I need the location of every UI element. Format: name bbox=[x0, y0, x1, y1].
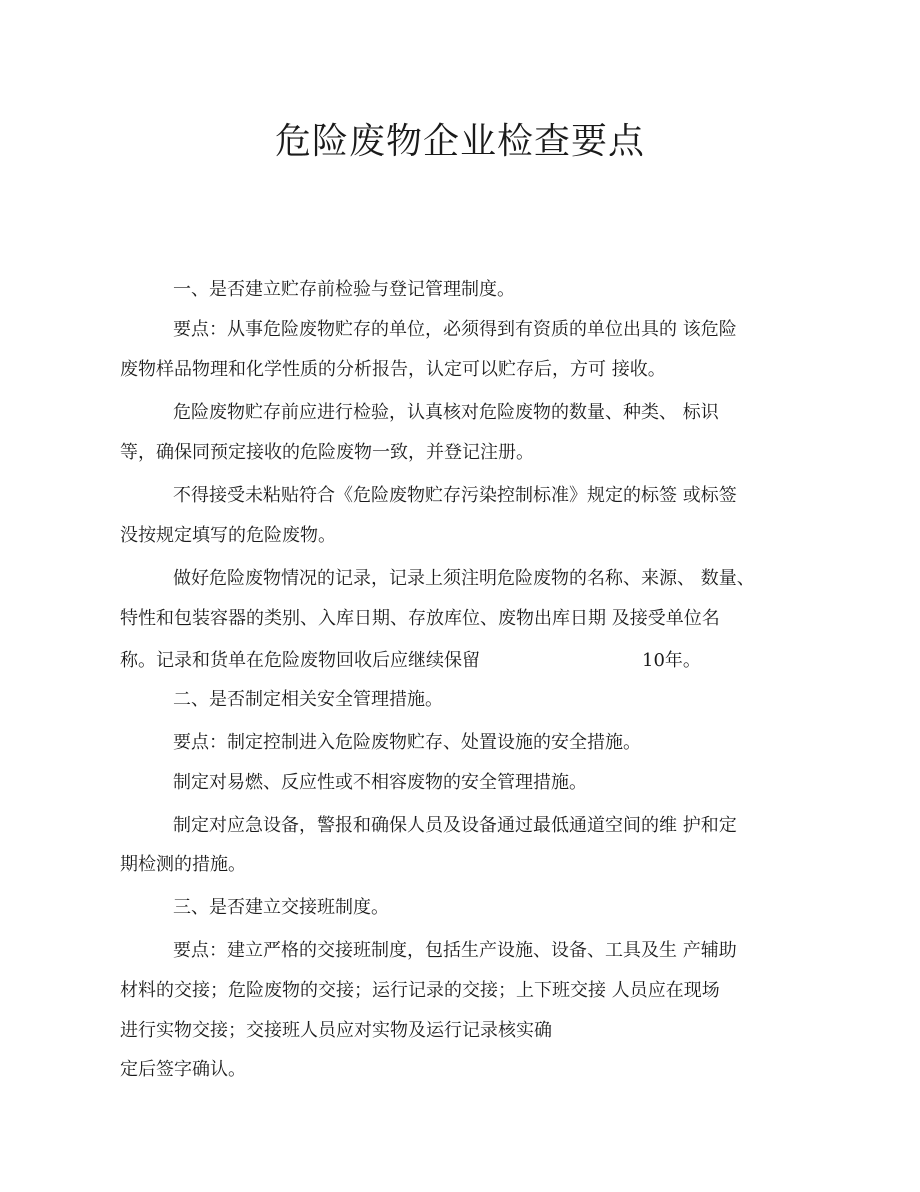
document-title: 危险废物企业检查要点 bbox=[274, 121, 645, 162]
paragraph-line bbox=[120, 647, 701, 675]
paragraph-line: 制定对易燃、反应性或不相容废物的安全管理措施。 bbox=[173, 772, 587, 793]
paragraph-line: 要点：制定控制进入危险废物贮存、处置设施的安全措施。 bbox=[173, 732, 641, 753]
paragraph-line: 危险废物贮存前应进行检验，认真核对危险废物的数量、种类、 标识 bbox=[173, 402, 719, 423]
paragraph-line: 没按规定填写的危险废物。 bbox=[120, 525, 336, 546]
paragraph-line-main: 称。记录和货单在危险废物回收后应继续保留 bbox=[120, 650, 480, 671]
section-2-heading: 二、是否制定相关安全管理措施。 bbox=[173, 689, 443, 710]
paragraph-line: 特性和包装容器的类别、入库日期、存放库位、废物出库日期 及接受单位名 bbox=[120, 608, 720, 629]
paragraph-line: 进行实物交接；交接班人员应对实物及运行记录核实确 bbox=[120, 1020, 552, 1041]
paragraph-line: 材料的交接；危险废物的交接；运行记录的交接；上下班交接 人员应在现场 bbox=[120, 980, 720, 1001]
paragraph-line: 期检测的措施。 bbox=[120, 854, 246, 875]
paragraph-line: 定后签字确认。 bbox=[120, 1059, 246, 1080]
paragraph-line-tail: 10年。 bbox=[642, 650, 701, 671]
paragraph-line: 不得接受未粘贴符合《危险废物贮存污染控制标准》规定的标签 或标签 bbox=[173, 485, 737, 506]
paragraph-line: 要点：从事危险废物贮存的单位，必须得到有资质的单位出具的 该危险 bbox=[173, 319, 737, 340]
section-3-heading: 三、是否建立交接班制度。 bbox=[173, 897, 389, 918]
paragraph-line: 做好危险废物情况的记录，记录上须注明危险废物的名称、来源、 数量、 bbox=[173, 568, 755, 589]
paragraph-line: 制定对应急设备，警报和确保人员及设备通过最低通道空间的维 护和定 bbox=[173, 815, 737, 836]
section-1-heading: 一、是否建立贮存前检验与登记管理制度。 bbox=[173, 279, 515, 300]
paragraph-line: 废物样品物理和化学性质的分析报告，认定可以贮存后，方可 接收。 bbox=[120, 359, 666, 380]
paragraph-line: 等，确保同预定接收的危险废物一致，并登记注册。 bbox=[120, 442, 534, 463]
paragraph-line: 要点：建立严格的交接班制度，包括生产设施、设备、工具及生 产辅助 bbox=[173, 940, 737, 961]
